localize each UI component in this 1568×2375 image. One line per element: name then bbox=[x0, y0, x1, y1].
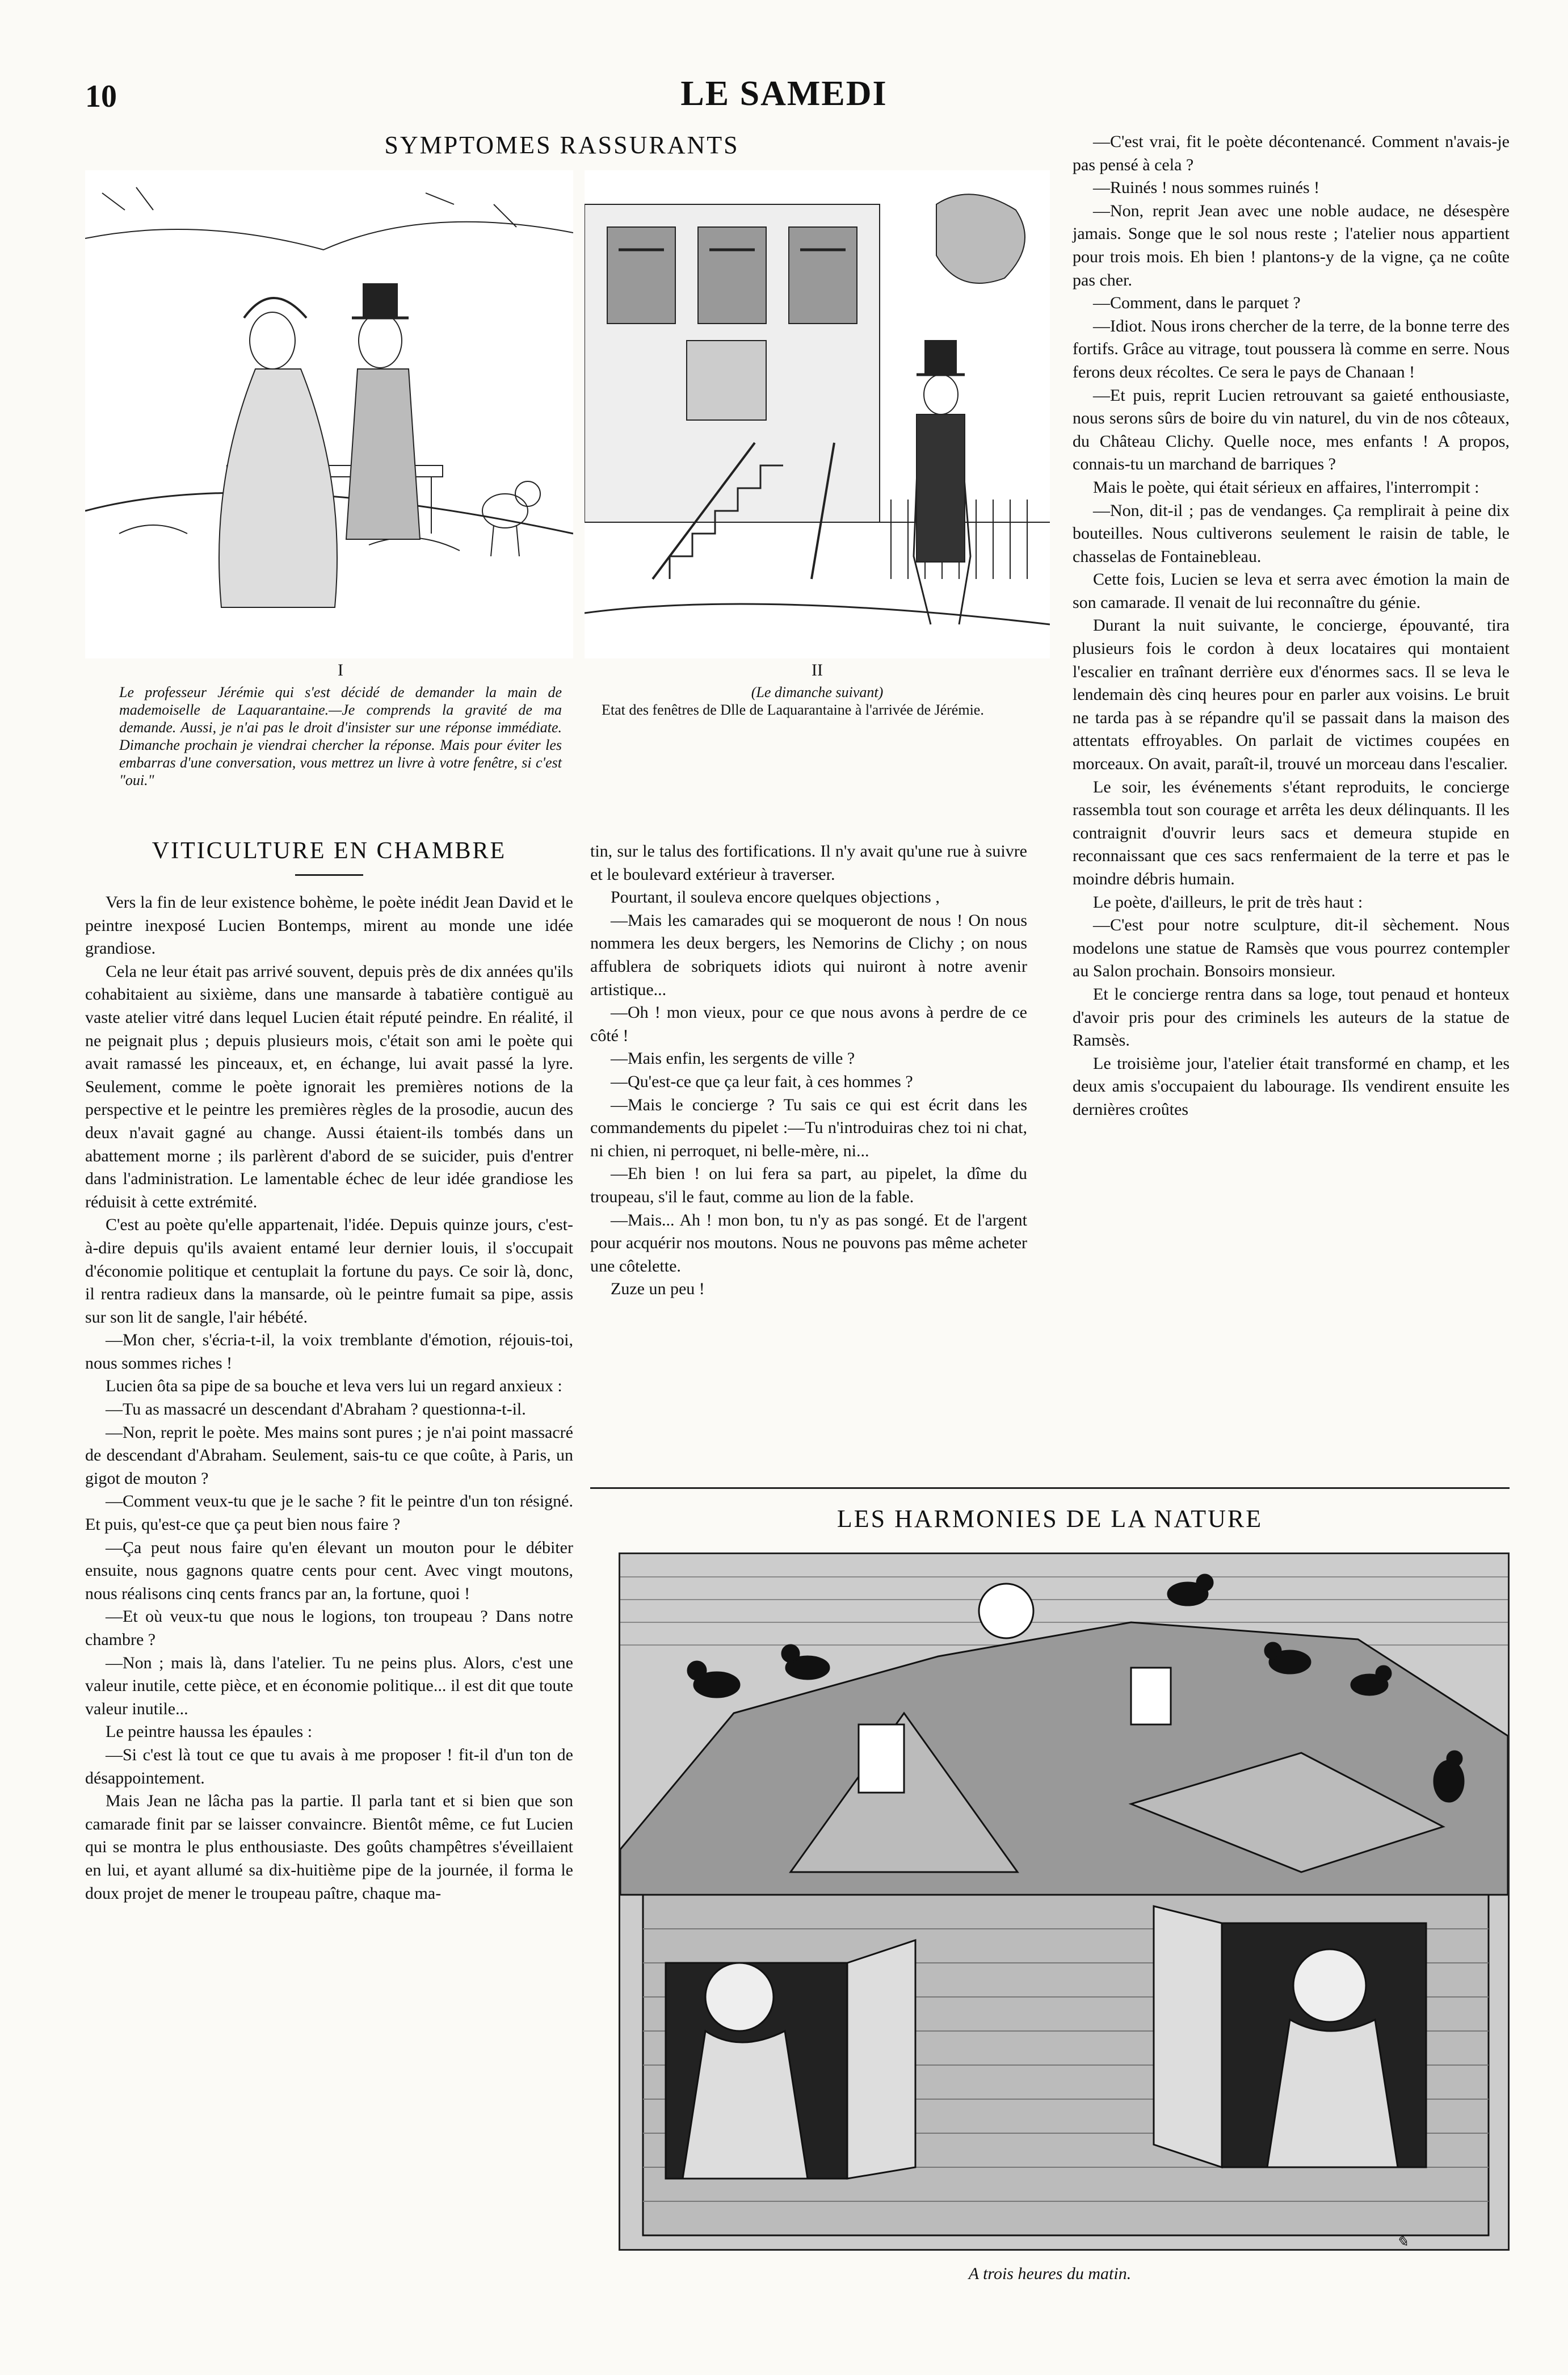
cartoon2-caption: A trois heures du matin. bbox=[968, 2264, 1132, 2283]
col3-paragraph: Mais le poète, qui était sérieux en affaires, l'interrompit : bbox=[1093, 477, 1479, 497]
cartoon2-drawing bbox=[620, 1554, 1508, 2249]
cartoon2-title: LES HARMONIES DE LA NATURE bbox=[836, 1505, 1263, 1533]
col3-paragraph: Le troisième jour, l'atelier était transformé en champ, et les deux amis s'occupaient du labourage. Ils vendirent ensuite les dernières croûtes bbox=[1073, 1054, 1510, 1119]
col1-paragraph: —Ça peut nous faire qu'en élevant un mouton pour le débiter ensuite, nous gagnons quatre cents pour cent. Avec vingt moutons, nous réalisons cinq cents francs par an, la fortune, quoi ! bbox=[85, 1538, 573, 1603]
col3-paragraph: Durant la nuit suivante, le concierge, épouvanté, tira plusieurs fois le cordon à deux locataires qui montaient l'escalier en traînant derrière eux d'énormes sacs. Il se leva le lendemain dès cinq heures pour en parler aux voisins. Le bruit ne tarda pas à se répandre qu'il se passait dans la maison des attentats effroyables. On parlait de victimes coupées en morceaux. On avait, paraît-il, trouvé un morceau dans l'escalier. bbox=[1073, 616, 1510, 774]
cartoon2-illustration bbox=[619, 1552, 1510, 2251]
col3-paragraph: Le soir, les événements s'étant reproduits, le concierge rassembla tout son courage et arrêta les deux délinquants. Il les contraignit d'ouvrir leurs sacs et demeura stupide en reconnaissant que ces sacs renfermaient de la terre et pas le moindre débris humain. bbox=[1073, 777, 1510, 888]
col2-paragraph: —Mais enfin, les sergents de ville ? bbox=[611, 1049, 855, 1068]
article-title: VITICULTURE EN CHAMBRE bbox=[152, 838, 507, 864]
panel1-illustration bbox=[85, 170, 573, 658]
illustrator-signature: ✎ bbox=[1396, 2234, 1409, 2250]
col2-paragraph: —Mais le concierge ? Tu sais ce qui est écrit dans les commandements du pipelet :—Tu n'introduiras chez toi ni chat, ni chien, ni perroquet, ni belle-mère, ni... bbox=[590, 1095, 1027, 1160]
panel1-caption: Le professeur Jérémie qui s'est décidé de demander la main de mademoiselle de Laquarantaine.—Je comprends la gravité de ma demande. Aussi, je n'ai pas le droit d'insister sur une réponse immédiate. Dimanche prochain je viendrai chercher la réponse. Mais pour éviter les embarras d'une conversation, vous mettrez un livre à votre fenêtre, si c'est "oui." bbox=[119, 684, 562, 788]
col3-paragraph: Et le concierge rentra dans sa loge, tout penaud et honteux d'avoir pris pour des criminels les auteurs de la statue de Ramsès. bbox=[1073, 984, 1510, 1050]
page-number: 10 bbox=[85, 79, 117, 114]
panel2-number: II bbox=[812, 661, 823, 679]
col1-paragraph: —Mon cher, s'écria-t-il, la voix tremblante d'émotion, réjouis-toi, nous sommes riches ! bbox=[85, 1331, 573, 1373]
masthead: LE SAMEDI bbox=[680, 74, 888, 113]
col3-paragraph: —C'est vrai, fit le poète décontenancé. Comment n'avais-je pas pensé à cela ? bbox=[1073, 132, 1510, 174]
article-column-3 bbox=[1073, 131, 1510, 1122]
panel2-caption-block bbox=[602, 661, 1033, 719]
col3-paragraph: —C'est pour notre sculpture, dit-il sèchement. Nous modelons une statue de Ramsès que vous pourrez contempler au Salon prochain. Bonsoirs monsieur. bbox=[1073, 916, 1510, 981]
col2-paragraph: —Oh ! mon vieux, pour ce que nous avons à perdre de ce côté ! bbox=[590, 1003, 1027, 1045]
col3-paragraph: —Idiot. Nous irons chercher de la terre, de la bonne terre des fortifs. Grâce au vitrage, tout poussera là comme en serre. Nous ferons deux récoltes. Ce sera le pays de Chanaan ! bbox=[1073, 316, 1510, 381]
col1-paragraph: C'est au poète qu'elle appartenait, l'idée. Depuis quinze jours, c'est-à-dire depuis qu'ils avaient entamé leur dernier louis, il s'occupait d'économie politique et centuplait la fortune du pays. Ce soir là, donc, il rentra radieux dans la mansarde, où le peintre fumait sa pipe, assis sur son lit de sangle, l'air hébété. bbox=[85, 1215, 573, 1327]
section-rule bbox=[590, 1487, 1510, 1489]
col3-paragraph: —Et puis, reprit Lucien retrouvant sa gaieté enthousiaste, nous serons sûrs de boire du vin naturel, du vin de nos côteaux, du Château Clichy. Quelle noce, mes enfants ! A propos, connais-tu un marchand de barriques ? bbox=[1073, 385, 1510, 474]
col1-paragraph: —Non, reprit le poète. Mes mains sont pures ; je n'ai point massacré de descendant d'Abraham. Seulement, sais-tu ce que coûte, à Paris, un gigot de mouton ? bbox=[85, 1423, 573, 1488]
col3-paragraph: —Non, reprit Jean avec une noble audace, ne désespère jamais. Songe que le sol nous reste ; l'atelier nous appartient pour trois mois. Eh bien ! plantons-y de la vigne, ça ne coûte pas cher. bbox=[1073, 201, 1510, 289]
col2-paragraph: —Eh bien ! on lui fera sa part, au pipelet, la dîme du troupeau, s'il le faut, comme au lion de la fable. bbox=[590, 1164, 1027, 1206]
panel2-caption: Etat des fenêtres de Dlle de Laquarantaine à l'arrivée de Jérémie. bbox=[602, 702, 984, 718]
col2-paragraph: —Mais les camarades qui se moqueront de nous ! On nous nommera les deux bergers, les Nemorins de Clichy ; on nous affublera de sobriquets idiots qui nuiront à notre avenir artistique... bbox=[590, 910, 1027, 999]
col1-paragraph: —Si c'est là tout ce que tu avais à me proposer ! fit-il d'un ton de désappointement. bbox=[85, 1745, 573, 1787]
panel1-number: I bbox=[338, 661, 343, 679]
col1-paragraph: Mais Jean ne lâcha pas la partie. Il parla tant et si bien que son camarade finit par se laisser convaincre. Bientôt même, ce fut Lucien qui se montra le plus enthousiaste. Des goûts champêtres s'éveillaient en lui, et ayant allumé sa dix-huitième pipe de la journée, il forma le doux projet de mener le troupeau paître, chaque ma- bbox=[85, 1791, 573, 1903]
col1-paragraph: Le peintre haussa les épaules : bbox=[106, 1722, 313, 1742]
col2-paragraph: Zuze un peu ! bbox=[611, 1279, 705, 1299]
col2-paragraph: —Qu'est-ce que ça leur fait, à ces hommes ? bbox=[611, 1072, 913, 1091]
article-column-2 bbox=[590, 840, 1027, 1301]
panel1-caption-block bbox=[119, 661, 562, 789]
col1-paragraph: —Non ; mais là, dans l'atelier. Tu ne peins plus. Alors, c'est une valeur inutile, cette pièce, et en économie politique... il est dit que toute valeur inutile... bbox=[85, 1653, 573, 1718]
col3-paragraph: —Non, dit-il ; pas de vendanges. Ça remplirait à peine dix bouteilles. Nous cultiverons seulement le raisin de table, le chasselas de Fontainebleau. bbox=[1073, 501, 1510, 566]
title-rule bbox=[295, 874, 363, 876]
col2-paragraph: tin, sur le talus des fortifications. Il n'y avait qu'une rue à suivre et le boulevard extérieur à traverser. bbox=[590, 842, 1027, 884]
col1-paragraph: Lucien ôta sa pipe de sa bouche et leva vers lui un regard anxieux : bbox=[106, 1377, 562, 1396]
col3-paragraph: Le poète, d'ailleurs, le prit de très haut : bbox=[1093, 892, 1363, 912]
col1-paragraph: Cela ne leur était pas arrivé souvent, depuis près de dix années qu'ils cohabitaient au sixième, dans une mansarde à tabatière contiguë au vaste atelier vitré dans lequel Lucien était réputé peindre. En réalité, il ne peignait plus ; depuis plusieurs mois, c'était son ami le poète qui avait ramassé les pinceaux, et, en échange, lui avait passé la lyre. Seulement, comme le poète ignorait les premières notions de la perspective et le peintre les premières règles de la prosodie, aucun des deux n'avait gagné au change. Aussi étaient-ils tombés dans un abattement morne ; ils parlèrent d'abord de se suicider, puis d'entrer dans l'administration. Le lamentable échec de leur idée grandiose les réduisit à cette extrémité. bbox=[85, 962, 573, 1211]
panel2-drawing bbox=[585, 170, 1050, 658]
col1-paragraph: Vers la fin de leur existence bohème, le poète inédit Jean David et le peintre inexposé Lucien Bontemps, mirent au monde une idée grandiose. bbox=[85, 893, 573, 958]
col2-paragraph: —Mais... Ah ! mon bon, tu n'y as pas songé. Et de l'argent pour acquérir nos moutons. Nous ne pouvons pas même acheter une côtelette. bbox=[590, 1210, 1027, 1275]
col3-paragraph: —Ruinés ! nous sommes ruinés ! bbox=[1093, 178, 1320, 198]
col1-paragraph: —Comment veux-tu que je le sache ? fit le peintre d'un ton résigné. Et puis, qu'est-ce que ça peut bien nous faire ? bbox=[85, 1492, 573, 1534]
col1-paragraph: —Tu as massacré un descendant d'Abraham ? questionna-t-il. bbox=[106, 1400, 526, 1419]
article-column-1 bbox=[85, 891, 573, 1905]
col3-paragraph: Cette fois, Lucien se leva et serra avec émotion la main de son camarade. Il venait de lui reconnaître du génie. bbox=[1073, 570, 1510, 612]
cartoon1-title: SYMPTOMES RASSURANTS bbox=[384, 131, 739, 159]
panel2-caption-italic: (Le dimanche suivant) bbox=[751, 684, 884, 700]
panel1-drawing bbox=[85, 170, 573, 658]
panel2-illustration bbox=[585, 170, 1050, 658]
col1-paragraph: —Et où veux-tu que nous le logions, ton troupeau ? Dans notre chambre ? bbox=[85, 1607, 573, 1649]
col2-paragraph: Pourtant, il souleva encore quelques objections , bbox=[611, 888, 940, 907]
col3-paragraph: —Comment, dans le parquet ? bbox=[1093, 293, 1301, 313]
